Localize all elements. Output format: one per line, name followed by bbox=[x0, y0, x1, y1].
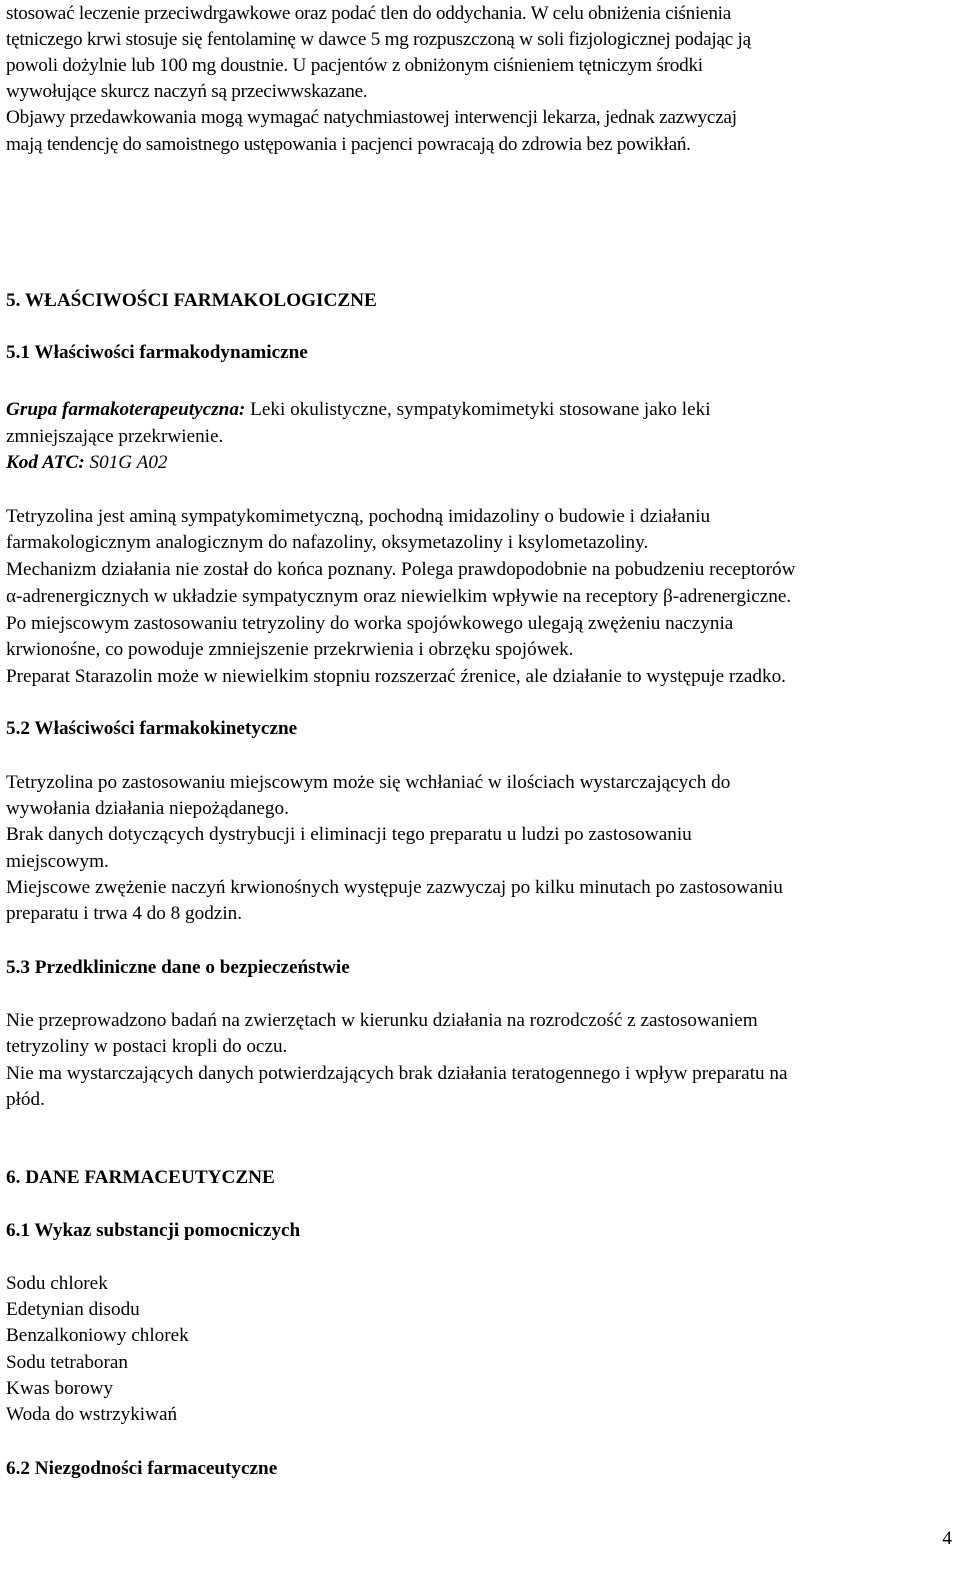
atc-label: Kod ATC: bbox=[6, 452, 85, 473]
excipient-item: Edetynian disodu bbox=[6, 1299, 140, 1320]
section-5-2-heading: 5.2 Właściwości farmakokinetyczne bbox=[6, 718, 298, 739]
paragraph-line: powoli dożylnie lub 100 mg doustnie. U pacjentów z obniżonym ciśnieniem tętniczym środki bbox=[6, 55, 703, 76]
paragraph-line: Objawy przedawkowania mogą wymagać natychmiastowej interwencji lekarza, jednak zazwyczaj bbox=[6, 107, 737, 128]
section-6-2-heading: 6.2 Niezgodności farmaceutyczne bbox=[6, 1458, 278, 1479]
paragraph-line: stosować leczenie przeciwdrgawkowe oraz podać tlen do oddychania. W celu obniżenia ciśnienia bbox=[6, 3, 732, 24]
paragraph-line: Miejscowe zwężenie naczyń krwionośnych występuje zazwyczaj po kilku minutach po zastosowaniu bbox=[6, 877, 783, 898]
section-5-3-heading: 5.3 Przedkliniczne dane o bezpieczeństwie bbox=[6, 957, 350, 978]
paragraph-line: α-adrenergicznych w układzie sympatycznym oraz niewielkim wpływie na receptory β-adrenergiczne. bbox=[6, 586, 792, 607]
section-5-1-heading: 5.1 Właściwości farmakodynamiczne bbox=[6, 342, 308, 363]
paragraph-line: preparatu i trwa 4 do 8 godzin. bbox=[6, 903, 243, 924]
paragraph-line: Tetryzolina jest aminą sympatykomimetyczną, pochodną imidazoliny o budowie i działaniu bbox=[6, 506, 711, 527]
excipient-item: Benzalkoniowy chlorek bbox=[6, 1325, 189, 1346]
page-number: 4 bbox=[942, 1528, 952, 1549]
paragraph-line: wywołania działania niepożądanego. bbox=[6, 798, 289, 819]
paragraph-line: płód. bbox=[6, 1089, 45, 1110]
paragraph-line: tetryzoliny w postaci kropli do oczu. bbox=[6, 1036, 288, 1057]
section-6-heading: 6. DANE FARMACEUTYCZNE bbox=[6, 1167, 275, 1188]
group-label: Grupa farmakoterapeutyczna: bbox=[6, 399, 246, 420]
group-value-continued: zmniejszające przekrwienie. bbox=[6, 426, 224, 447]
paragraph-line: wywołujące skurcz naczyń są przeciwwskazane. bbox=[6, 81, 368, 102]
pharmacotherapeutic-group bbox=[6, 397, 711, 423]
group-value: Leki okulistyczne, sympatykomimetyki stosowane jako leki bbox=[245, 399, 711, 420]
paragraph-line: krwionośne, co powoduje zmniejszenie przekrwienia i obrzęku spojówek. bbox=[6, 639, 574, 660]
paragraph-line: mają tendencję do samoistnego ustępowania i pacjenci powracają do zdrowia bez powikłań. bbox=[6, 134, 691, 155]
section-5-heading: 5. WŁAŚCIWOŚCI FARMAKOLOGICZNE bbox=[6, 290, 377, 311]
paragraph-line: Brak danych dotyczących dystrybucji i eliminacji tego preparatu u ludzi po zastosowaniu bbox=[6, 824, 692, 845]
atc-code bbox=[6, 450, 168, 476]
paragraph-line: miejscowym. bbox=[6, 851, 109, 872]
excipient-item: Woda do wstrzykiwań bbox=[6, 1404, 178, 1425]
excipient-item: Sodu chlorek bbox=[6, 1273, 108, 1294]
paragraph-line: Nie przeprowadzono badań na zwierzętach w kierunku działania na rozrodczość z zastosowaniem bbox=[6, 1010, 758, 1031]
paragraph-line: Mechanizm działania nie został do końca poznany. Polega prawdopodobnie na pobudzeniu receptorów bbox=[6, 559, 796, 580]
excipient-item: Sodu tetraboran bbox=[6, 1352, 129, 1373]
paragraph-line: Po miejscowym zastosowaniu tetryzoliny do worka spojówkowego ulegają zwężeniu naczynia bbox=[6, 613, 734, 634]
section-6-1-heading: 6.1 Wykaz substancji pomocniczych bbox=[6, 1220, 301, 1241]
paragraph-line: Nie ma wystarczających danych potwierdzających brak działania teratogennego i wpływ preparatu na bbox=[6, 1063, 788, 1084]
paragraph-line: tętniczego krwi stosuje się fentolaminę w dawce 5 mg rozpuszczoną w soli fizjologicznej podając ją bbox=[6, 29, 751, 50]
paragraph-line: Preparat Starazolin może w niewielkim stopniu rozszerzać źrenice, ale działanie to występuje rzadko. bbox=[6, 666, 786, 687]
paragraph-line: Tetryzolina po zastosowaniu miejscowym może się wchłaniać w ilościach wystarczających do bbox=[6, 772, 731, 793]
paragraph-line: farmakologicznym analogicznym do nafazoliny, oksymetazoliny i ksylometazoliny. bbox=[6, 532, 649, 553]
atc-value: S01G A02 bbox=[84, 452, 168, 473]
excipient-item: Kwas borowy bbox=[6, 1378, 114, 1399]
